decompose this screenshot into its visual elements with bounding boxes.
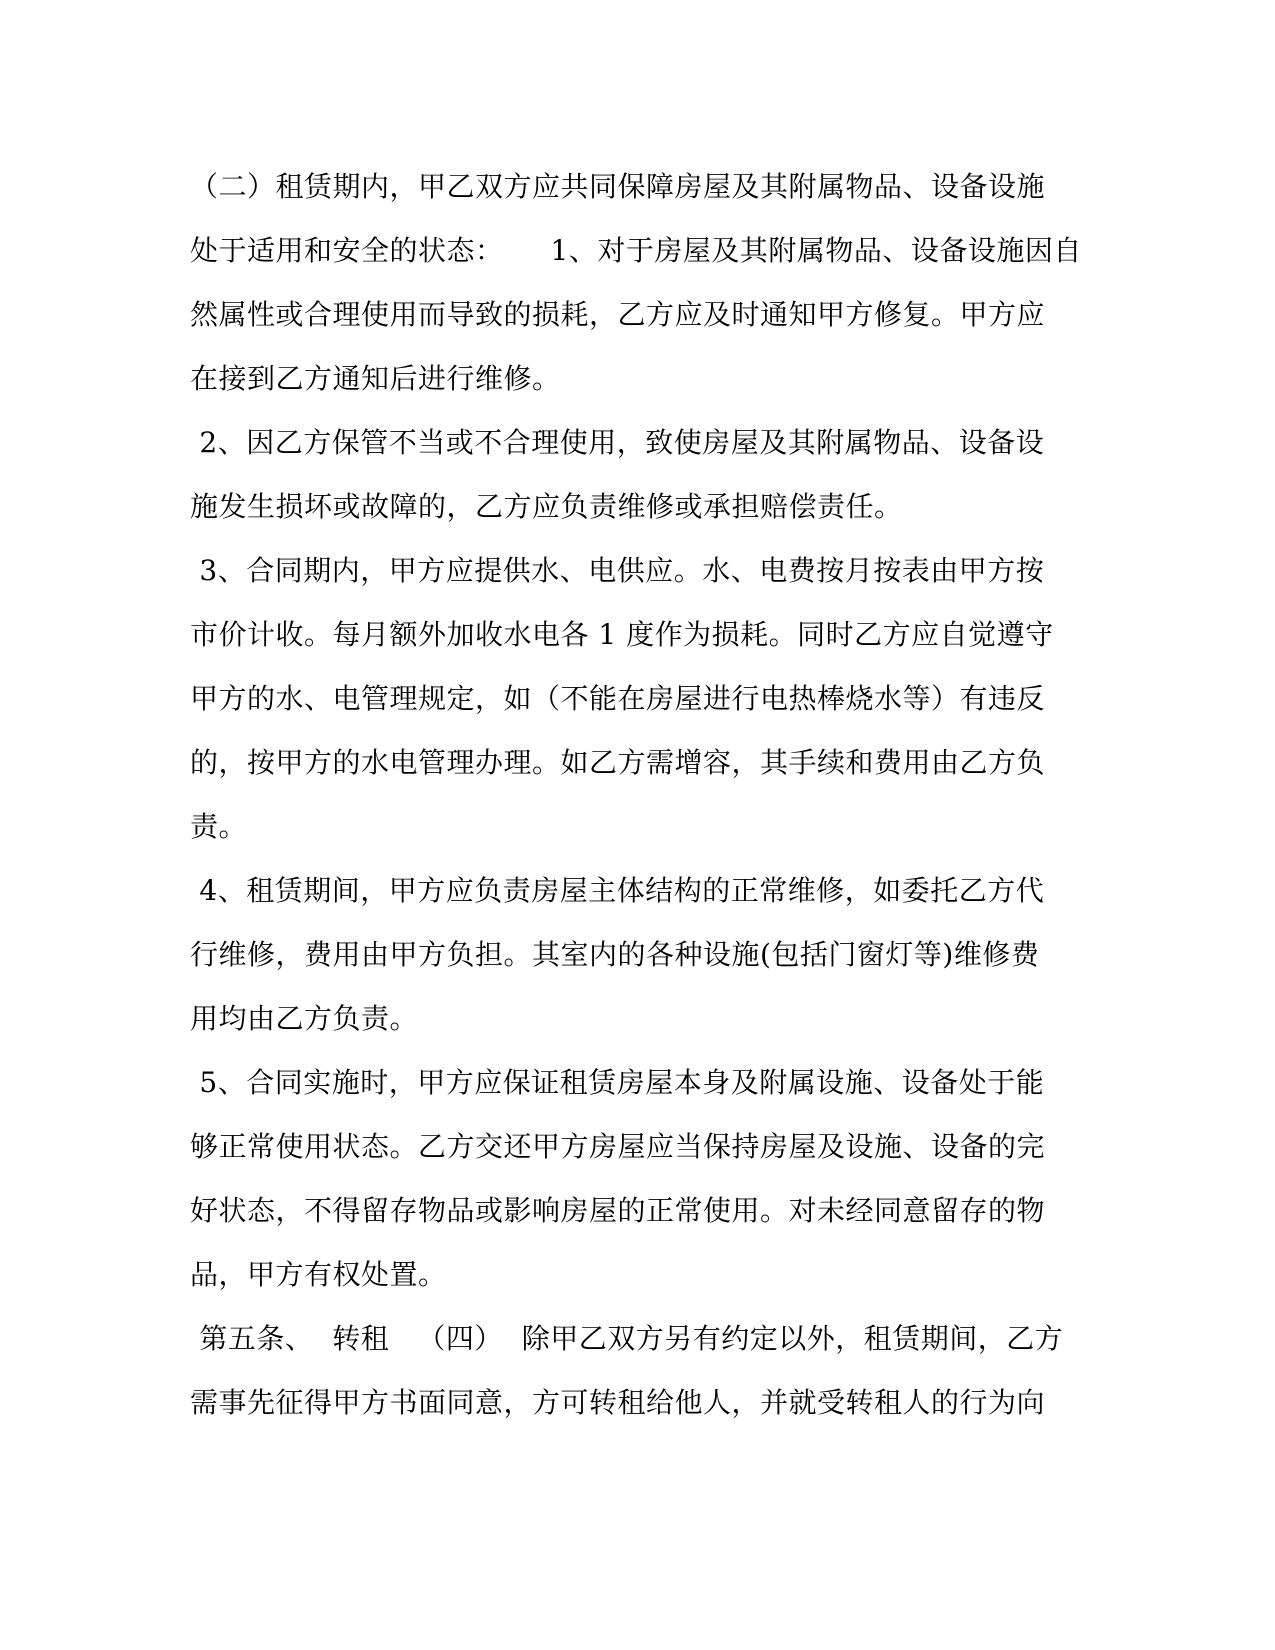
text-line: 用均由乙方负责。 [190,1002,419,1035]
text-line: 在接到乙方通知后进行维修。 [190,362,561,395]
text-line: 甲方的水、电管理规定，如（不能在房屋进行电热棒烧水等）有违反 [190,682,1046,715]
contract-text-block [190,155,1090,1435]
text-line: 4、租赁期间，甲方应负责房屋主体结构的正常维修，如委托乙方代 [190,874,1045,907]
text-line: 处于适用和安全的状态： 1、对于房屋及其附属物品、设备设施因自 [190,234,1082,267]
text-line: 需事先征得甲方书面同意，方可转租给他人，并就受转租人的行为向 [190,1386,1046,1419]
text-line: 3、合同期内，甲方应提供水、电供应。水、电费按月按表由甲方按 [190,554,1045,587]
text-line: 施发生损坏或故障的，乙方应负责维修或承担赔偿责任。 [190,490,903,523]
text-line: 好状态，不得留存物品或影响房屋的正常使用。对未经同意留存的物 [190,1194,1046,1227]
text-line: 然属性或合理使用而导致的损耗，乙方应及时通知甲方修复。甲方应 [190,298,1046,331]
text-line: 5、合同实施时，甲方应保证租赁房屋本身及附属设施、设备处于能 [190,1066,1045,1099]
text-line: 的，按甲方的水电管理办理。如乙方需增容，其手续和费用由乙方负 [190,746,1046,779]
text-line: 够正常使用状态。乙方交还甲方房屋应当保持房屋及设施、设备的完 [190,1130,1046,1163]
text-line: 品，甲方有权处置。 [190,1258,447,1291]
text-line: 第五条、 转租 （四） 除甲乙双方另有约定以外，租赁期间，乙方 [190,1322,1064,1355]
text-line: （二）租赁期内，甲乙双方应共同保障房屋及其附属物品、设备设施 [190,170,1046,203]
text-line: 行维修，费用由甲方负担。其室内的各种设施(包括门窗灯等)维修费 [190,938,1040,971]
text-line: 责。 [190,810,248,843]
text-line: 2、因乙方保管不当或不合理使用，致使房屋及其附属物品、设备设 [190,426,1045,459]
text-line: 市价计收。每月额外加收水电各 1 度作为损耗。同时乙方应自觉遵守 [190,618,1054,651]
